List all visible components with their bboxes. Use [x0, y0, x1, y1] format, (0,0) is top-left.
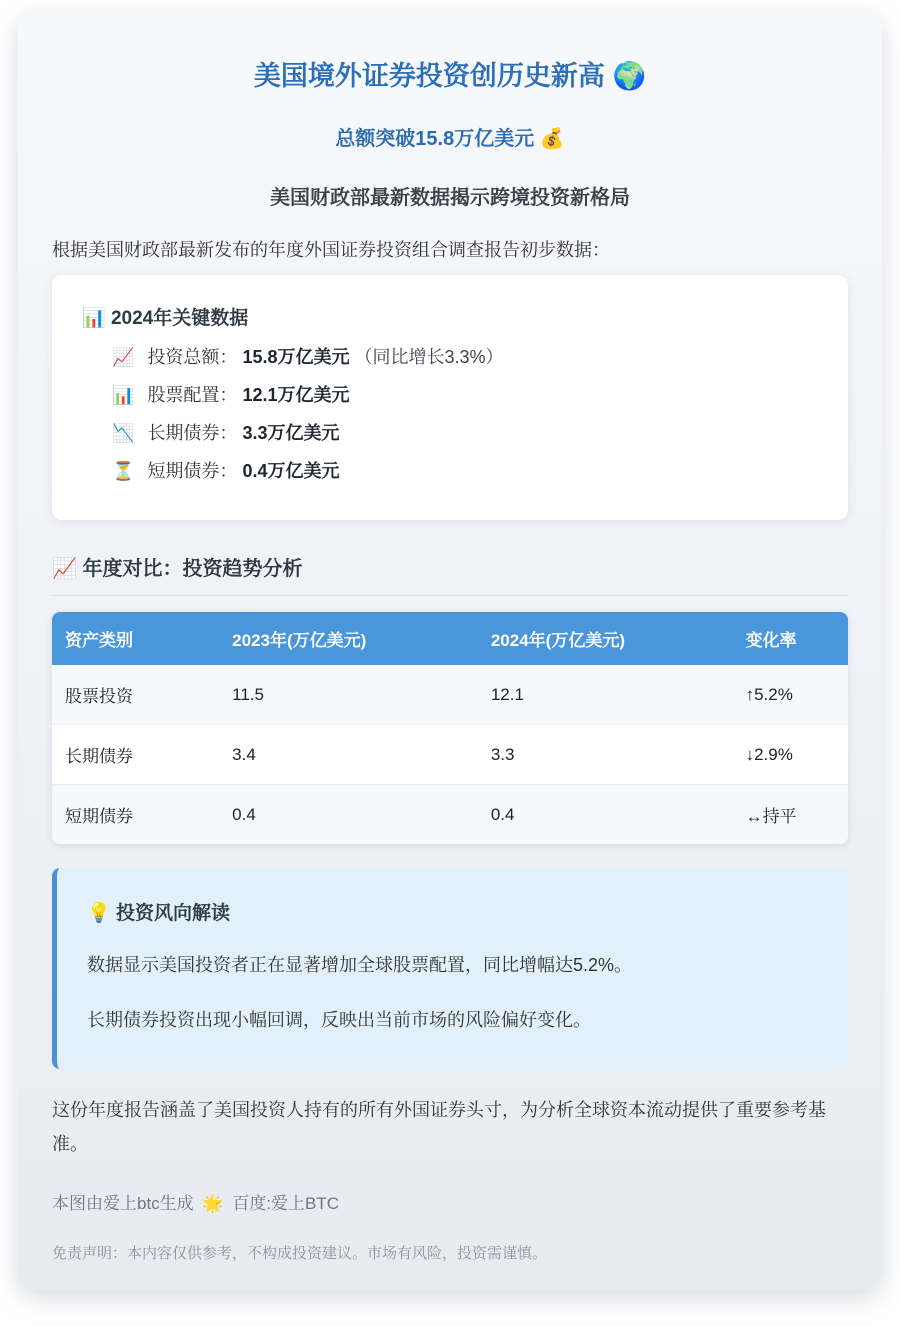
table-cell: 3.4 — [219, 725, 478, 785]
poster-card — [18, 10, 882, 1290]
table-row-shortterm-bonds — [52, 785, 848, 844]
hourglass-icon: ⏳ — [112, 461, 135, 482]
data-item-value: 15.8万亿美元 — [242, 347, 350, 368]
insight-heading-text: 投资风向解读 — [115, 903, 230, 925]
light-bulb-icon: 💡 — [87, 903, 111, 925]
column-header-asset: 资产类别 — [52, 612, 219, 665]
comparison-section-heading — [52, 552, 848, 596]
data-item-label: 短期债券： — [147, 461, 238, 482]
data-item-longterm-bonds — [112, 414, 818, 452]
bar-chart-icon: 📊 — [82, 308, 106, 330]
chart-increasing-icon: 📈 — [52, 558, 77, 581]
bar-chart-icon: 📊 — [112, 385, 135, 406]
data-item-value: 12.1万亿美元 — [242, 385, 350, 406]
key-data-heading — [82, 303, 818, 330]
data-item-note: （同比增长3.3%） — [354, 347, 504, 368]
credit-prefix: 本图由爱上btc生成 — [52, 1194, 194, 1214]
page-title — [52, 60, 848, 92]
page-subtitle-text: 总额突破15.8万亿美元 — [335, 128, 535, 151]
data-item-value: 3.3万亿美元 — [242, 423, 340, 444]
table-cell: 短期债券 — [52, 785, 219, 844]
intro-text: 根据美国财政部最新发布的年度外国证券投资组合调查报告初步数据： — [52, 240, 610, 261]
tagline: 美国财政部最新数据揭示跨境投资新格局 — [270, 187, 630, 210]
table-cell: 股票投资 — [52, 665, 219, 725]
page-subtitle — [52, 122, 848, 151]
insight-paragraph: 数据显示美国投资者正在显著增加全球股票配置，同比增幅达5.2%。 — [87, 955, 633, 976]
summary-text: 这份年度报告涵盖了美国投资人持有的所有外国证券头寸，为分析全球资本流动提供了重要参考基准。 — [52, 1100, 826, 1155]
data-item-shortterm-bonds — [112, 452, 818, 490]
credit-line — [52, 1189, 848, 1214]
table-cell-change: ↔持平 — [733, 785, 848, 844]
credit-suffix: 百度:爱上BTC — [232, 1194, 340, 1214]
column-header-change: 变化率 — [733, 612, 848, 665]
comparison-heading-text: 年度对比：投资趋势分析 — [82, 558, 303, 581]
comparison-table — [52, 612, 848, 844]
chart-increasing-icon: 📈 — [112, 347, 135, 368]
data-item-value: 0.4万亿美元 — [242, 461, 340, 482]
chart-decreasing-icon: 📉 — [112, 423, 135, 444]
table-header-row — [52, 612, 848, 665]
globe-icon: 🌍 — [612, 61, 647, 91]
column-header-2023: 2023年(万亿美元) — [219, 612, 478, 665]
data-item-total — [112, 338, 818, 376]
insight-paragraph: 长期债券投资出现小幅回调，反映出当前市场的风险偏好变化。 — [87, 1010, 591, 1031]
disclaimer-text: 免责声明：本内容仅供参考，不构成投资建议。市场有风险，投资需谨慎。 — [52, 1245, 548, 1263]
table-cell: 0.4 — [219, 785, 478, 844]
data-item-label: 股票配置： — [147, 385, 238, 406]
table-cell: 长期债券 — [52, 725, 219, 785]
key-data-card — [52, 275, 848, 520]
money-bag-icon: 💰 — [539, 128, 565, 151]
column-header-2024: 2024年(万亿美元) — [478, 612, 733, 665]
table-cell: 0.4 — [478, 785, 733, 844]
table-cell-change: ↓2.9% — [733, 725, 848, 785]
table-row-longterm-bonds — [52, 725, 848, 785]
star-icon: 🌟 — [202, 1194, 224, 1214]
page-title-text: 美国境外证券投资创历史新高 — [253, 61, 605, 91]
table-row-equities — [52, 665, 848, 725]
key-data-list — [82, 338, 818, 490]
insight-heading — [87, 898, 818, 925]
table-cell: 12.1 — [478, 665, 733, 725]
key-data-heading-text: 2024年关键数据 — [110, 308, 249, 330]
data-item-equities — [112, 376, 818, 414]
table-cell: 3.3 — [478, 725, 733, 785]
data-item-label: 投资总额： — [147, 347, 238, 368]
insight-box — [52, 868, 848, 1069]
table-cell: 11.5 — [219, 665, 478, 725]
table-cell-change: ↑5.2% — [733, 665, 848, 725]
data-item-label: 长期债券： — [147, 423, 238, 444]
